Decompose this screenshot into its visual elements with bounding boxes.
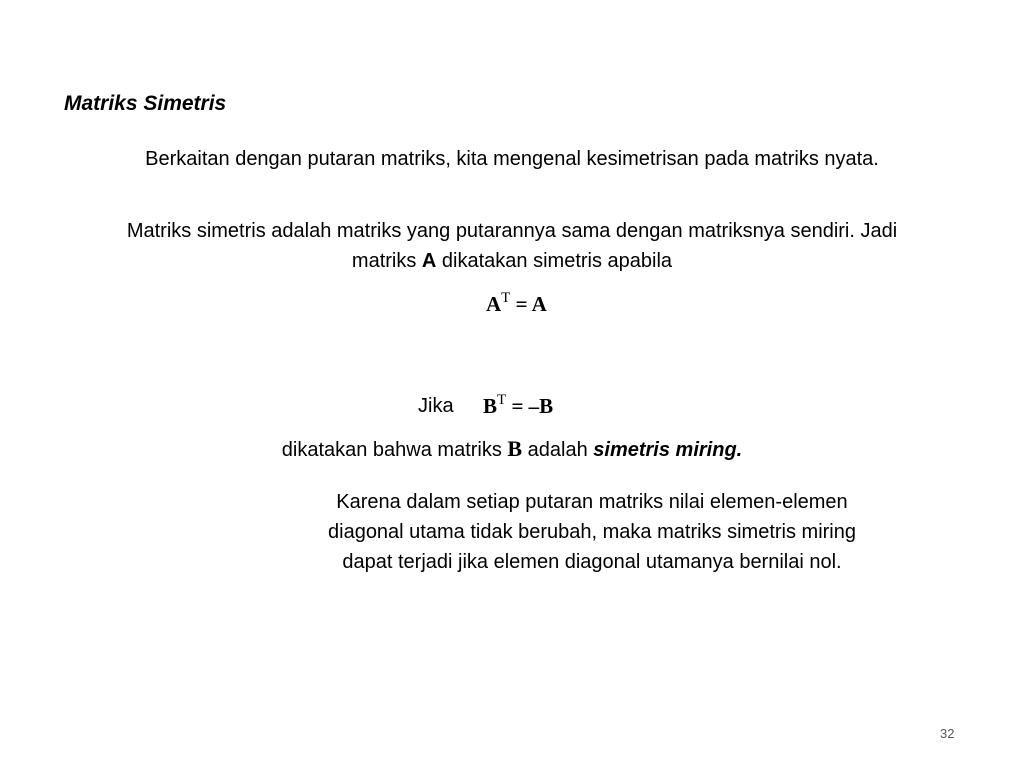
skew-definition-line [100, 434, 924, 465]
page-number: 32 [940, 726, 955, 741]
eq1-transpose: T [501, 290, 511, 306]
definition-text-end: dikatakan simetris apabila [436, 250, 673, 272]
eq1-base: A [486, 292, 502, 316]
jika-label: Jika [418, 395, 454, 417]
skew-text-start: dikatakan bahwa matriks [281, 439, 508, 461]
skew-text-middle: adalah [522, 439, 594, 461]
definition-text-start: Matriks simetris adalah matriks yang putarannya sama dengan matriksnya sendiri. Jadi matriks [126, 220, 898, 272]
diagonal-paragraph: Karena dalam setiap putaran matriks nilai elemen-elemen diagonal utama tidak berubah, maka matriks simetris miring dapat terjadi jika elemen diagonal utamanya bernilai nol. [328, 491, 856, 573]
skew-term: simetris miring [593, 439, 737, 461]
symmetric-equation [486, 292, 547, 317]
skew-equation [483, 394, 553, 419]
definition-paragraph [112, 216, 912, 276]
eq2-rest: = –B [506, 394, 554, 418]
matrix-a-symbol: A [421, 250, 437, 272]
matrix-b-symbol: B [507, 436, 523, 461]
eq2-transpose: T [497, 392, 507, 408]
eq1-rest: = A [510, 292, 547, 316]
eq2-base: B [483, 394, 498, 418]
intro-paragraph: Berkaitan dengan putaran matriks, kita mengenal kesimetrisan pada matriks nyata. [145, 148, 879, 170]
slide-title: Matriks Simetris [64, 92, 227, 115]
skew-period: . [736, 439, 743, 461]
